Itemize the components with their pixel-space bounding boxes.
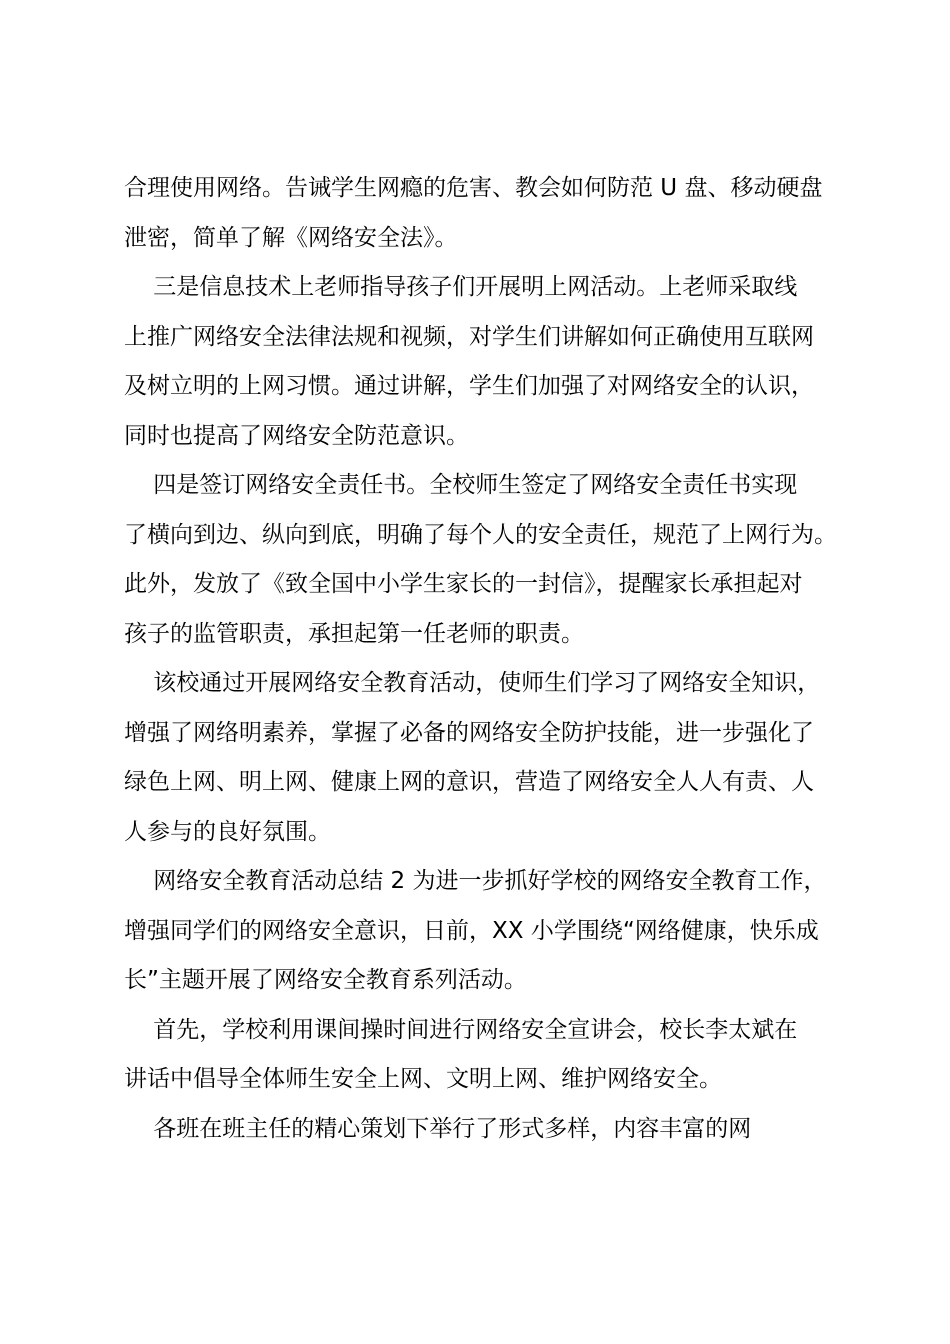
document-body [124, 164, 844, 1154]
paragraph-2: 三是信息技术上老师指导孩子们开展明上网活动。上老师采取线 上推广网络安全法律法规和视频，对学生们讲解如何正确使用互联网 及树立明的上网习惯。通过讲解，学生们加强了对网络安全的认识， 同时也提高了网络安全防范意识。 [124, 274, 814, 449]
paragraph-5: 网络安全教育活动总结 2 为进一步抓好学校的网络安全教育工作， 增强同学们的网络安全意识，日前，XX 小学围绕“网络健康，快乐成 长”主题开展了网络安全教育系列活动。 [124, 868, 827, 993]
paragraph-6: 首先，学校利用课间操时间进行网络安全宣讲会，校长李太斌在 讲话中倡导全体师生安全上网、文明上网、维护网络安全。 [124, 1016, 798, 1092]
paragraph-4: 该校通过开展网络安全教育活动，使师生们学习了网络安全知识， 增强了网络明素养，掌握了必备的网络安全防护技能，进一步强化了 绿色上网、明上网、健康上网的意识，营造了网络安全人人有责、人 人参与的良好氛围。 [124, 670, 821, 845]
paragraph-3: 四是签订网络安全责任书。全校师生签定了网络安全责任书实现 了横向到边、纵向到底，明确了每个人的安全责任，规范了上网行为。 此外，发放了《致全国中小学生家长的一封信》，提醒家长承担起对 孩子的监管职责，承担起第一任老师的职责。 [124, 472, 837, 647]
paragraph-7: 各班在班主任的精心策划下举行了形式多样，内容丰富的网 [124, 1115, 752, 1142]
paragraph-1: 合理使用网络。告诫学生网瘾的危害、教会如何防范 U 盘、移动硬盘 泄密，简单了解《网络安全法》。 [124, 175, 823, 251]
